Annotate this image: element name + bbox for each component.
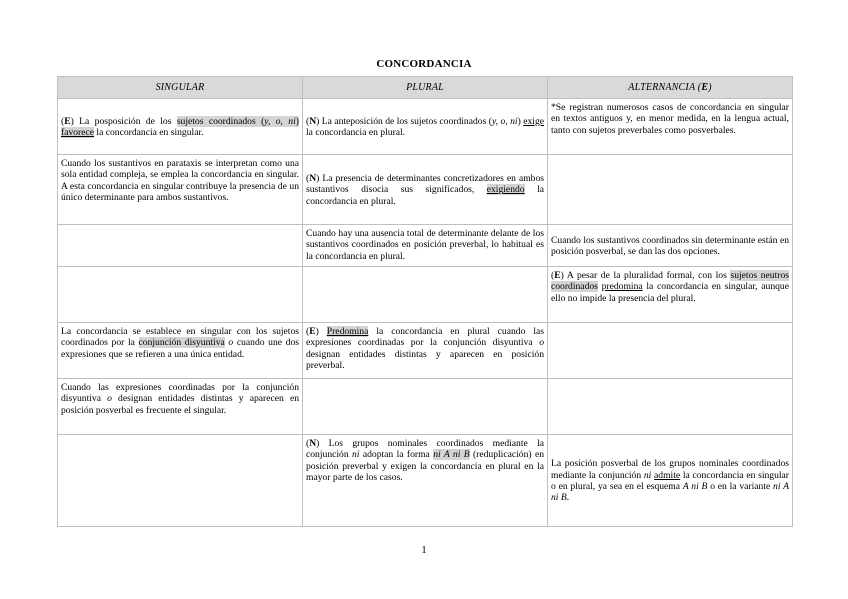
- highlight-text: conjunción disyuntiva: [138, 337, 225, 349]
- cell-text: Los grupos nominales coordinados mediante la conjunción: [306, 438, 544, 461]
- table-row: [58, 267, 793, 323]
- cell-text: La posposición de los: [73, 115, 177, 127]
- cell-plural: (N) La presencia de determinantes concretizadores en ambos sustantivos disocia sus significados, exigiendo la concordancia en plural.: [303, 155, 548, 225]
- cell-text: o en la variante: [707, 481, 774, 492]
- underlined-verb: exige: [523, 115, 544, 127]
- italic-text: y, o, ni: [264, 115, 296, 127]
- italic-text: o: [107, 393, 112, 405]
- cell-text: la concordancia en singular, aunque ello no impide la presencia del plural.: [551, 281, 789, 304]
- cell-singular: [58, 225, 303, 267]
- italic-text: y, o, ni: [491, 115, 518, 127]
- cell-text: .: [566, 492, 570, 504]
- italic-text: o: [228, 337, 234, 349]
- cell-alternancia: *Se registran numerosos casos de concordancia en singular en textos antiguos y, en menor medida, en la lengua actual, tanto con sujetos preverbales como posverbales.: [548, 99, 793, 155]
- cell-alternancia: [548, 155, 793, 225]
- cell-singular: [58, 267, 303, 323]
- cell-text: La posición posverbal de los grupos nominales coordinados mediante la conjunción: [551, 458, 789, 481]
- cell-text: la concordancia en singular.: [94, 127, 204, 138]
- document-title: CONCORDANCIA: [376, 58, 472, 70]
- mark-e: E: [64, 115, 71, 127]
- table-row: [58, 323, 793, 379]
- underlined-verb: admite: [654, 469, 681, 481]
- cell-singular: (E) La posposición de los sujetos coordinados (y, o, ni) favorece la concordancia en singular.: [58, 99, 303, 155]
- italic-text: o: [539, 337, 544, 349]
- cell-text: ): [517, 115, 524, 127]
- cell-text: A pesar de la pluralidad formal, con los: [563, 270, 731, 281]
- table-row: [58, 155, 793, 225]
- cell-plural: (N) La anteposición de los sujetos coordinados (y, o, ni) exige la concordancia en plural.: [303, 99, 548, 155]
- page-number: 1: [421, 544, 427, 556]
- italic-text: ni: [643, 469, 652, 481]
- cell-text: [319, 326, 327, 337]
- header-alternancia: [548, 77, 793, 99]
- cell-text: la concordancia en plural.: [306, 184, 544, 207]
- cell-singular: [58, 379, 303, 435]
- cell-plural: [303, 379, 548, 435]
- cell-text: La anteposición de los sujetos coordinados (: [319, 115, 492, 127]
- underlined-verb: exigiendo: [486, 184, 525, 196]
- header-alternancia-mark: E: [701, 82, 709, 93]
- cell-text: adoptan la forma: [359, 449, 434, 461]
- header-plural: PLURAL: [303, 77, 548, 99]
- table-row: [58, 379, 793, 435]
- cell-singular: [58, 435, 303, 527]
- cell-alternancia: [548, 323, 793, 379]
- concordance-table: [57, 76, 793, 527]
- cell-plural: Cuando hay una ausencia total de determinante delante de los sustantivos coordinados en posición preverbal, lo habitual es la concordancia en plural.: [303, 225, 548, 267]
- table-row: [58, 99, 793, 155]
- cell-text: ): [295, 115, 299, 127]
- underlined-verb: predomina: [601, 281, 643, 293]
- cell-text: cuando une dos expresiones que se refieren a una única entidad.: [61, 337, 299, 360]
- header-row: [58, 77, 793, 99]
- cell-plural: (E) Predomina la concordancia en plural cuando las expresiones coordinadas por la conjunción disyuntiva o designan entidades distintas y aparecen en posición preverbal.: [303, 323, 548, 379]
- mark-e: E: [554, 270, 561, 281]
- header-singular: SINGULAR: [58, 77, 303, 99]
- mark-n: N: [309, 115, 317, 127]
- cell-alternancia: [548, 379, 793, 435]
- cell-text: la concordancia en plural.: [306, 127, 406, 138]
- italic-text: ni: [352, 449, 360, 461]
- header-alternancia-suffix: ): [708, 82, 712, 93]
- cell-text: la concordancia en singular o en plural, ya sea en el esquema: [551, 469, 789, 492]
- cell-text: Cuando las expresiones coordinadas por la conjunción disyuntiva: [61, 382, 299, 405]
- cell-text: (reduplicación) en posición preverbal y exigen la concordancia en plural en la mayor parte de los casos.: [306, 449, 545, 484]
- underlined-verb: favorece: [61, 127, 95, 138]
- cell-text: la concordancia en plural cuando las expresiones coordinadas por la conjunción disyuntiva: [306, 326, 544, 349]
- mark-n: N: [309, 172, 317, 184]
- cell-text: La concordancia se establece en singular con los sujetos coordinados por la: [61, 326, 299, 349]
- cell-text: designan entidades distintas y aparecen en posición preverbal.: [306, 348, 544, 372]
- cell-text: designan entidades distintas y aparecen en posición posverbal es frecuente el singular.: [61, 393, 300, 416]
- cell-text: La presencia de determinantes concretizadores en ambos sustantivos disocia sus significados,: [306, 172, 544, 196]
- highlight-text: ni A ni B: [433, 449, 470, 461]
- highlight-text: [177, 116, 299, 127]
- underlined-verb: Predomina: [326, 326, 369, 337]
- cell-plural: (N) Los grupos nominales coordinados mediante la conjunción ni adoptan la forma ni A ni B (reduplicación) en posición preverbal y exigen la concordancia en plural en la mayor parte de los casos.: [303, 435, 548, 527]
- italic-text: ni A ni B: [551, 481, 789, 504]
- cell-plural: [303, 267, 548, 323]
- cell-text: sujetos coordinados (: [176, 115, 265, 127]
- italic-text: A ni B: [682, 481, 708, 492]
- header-alternancia-prefix: ALTERNANCIA (: [628, 82, 702, 93]
- cell-alternancia: Cuando los sustantivos coordinados sin determinante están en posición posverbal, se dan las dos opciones.: [548, 225, 793, 267]
- table-row: [58, 225, 793, 267]
- mark-n: N: [309, 438, 317, 449]
- cell-singular: [58, 323, 303, 379]
- cell-singular: Cuando los sustantivos en parataxis se interpretan como una sola entidad compleja, se emplea la concordancia en singular. A esta concordancia en singular contribuye la presencia de un único determinante para ambos sustantivos.: [58, 155, 303, 225]
- mark-e: E: [309, 326, 316, 337]
- highlight-text: sujetos neutros coordinados: [551, 270, 789, 293]
- cell-alternancia: [548, 435, 793, 527]
- table-row: [58, 435, 793, 527]
- cell-alternancia: (E) A pesar de la pluralidad formal, con los sujetos neutros coordinados predomina la concordancia en singular, aunque ello no impide la presencia del plural.: [548, 267, 793, 323]
